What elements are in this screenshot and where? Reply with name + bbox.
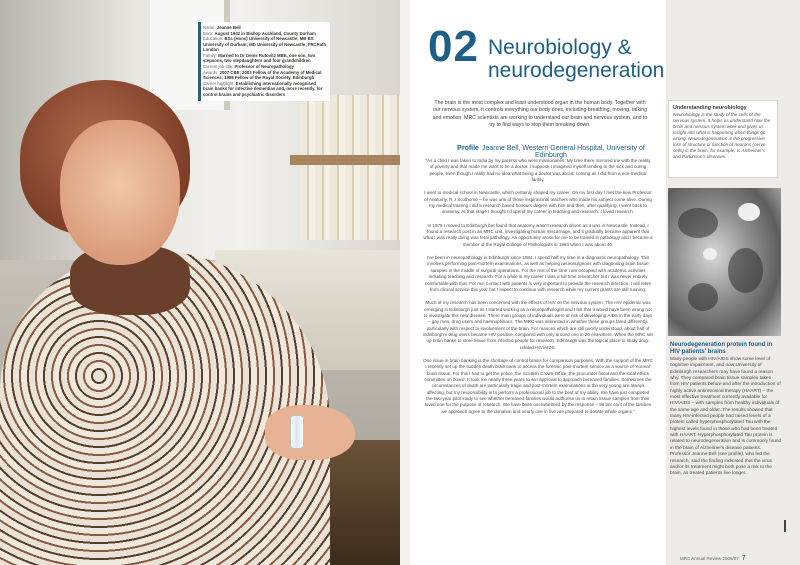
- sidebar-hiv-heading: Neurodegeneration protein found in HIV patients' brains: [670, 342, 773, 356]
- lead-paragraph: The brain is the most complex and least understood organ in the human body. Together with our nervous system, it controls everything our body does, including breathing, moving, talking and emotion. MRC scientists are working to understand our brain and nervous system, and to try to find ways to stop them breaking down.: [432, 100, 648, 128]
- body-paragraph: I went to medical school in Newcastle, which certainly shaped my career. On my first day I met the new Professor of Anatomy, R J Scothorne – he was one of those inspirational teachers who made his subject come alive. During my medical training I did a research based honours degree with him and then, after qualifying, I went back to anatomy. At that stage I thought I'd spend my career in teaching and research. I loved research.: [424, 190, 652, 215]
- article-body: [423, 158, 653, 422]
- micrograph-cell: [678, 208, 718, 238]
- page-number: 7: [741, 555, 746, 562]
- profile-field-job: Current job title: Professor of Neuropathology: [203, 64, 294, 70]
- micrograph-lumen: [703, 248, 717, 260]
- profile-field-family: Family: Married to Dr Denis Rutovitz MBE, one son, two stepsons, two stepdaughters and four grandchildren: [203, 52, 316, 64]
- chapter-number: 02: [428, 22, 479, 71]
- footer-publication: MRC Annual Review 2006/07: [680, 556, 739, 561]
- photo-shelf: [290, 155, 400, 165]
- chapter-title: Neurobiology & neurodegeneration: [488, 36, 665, 82]
- micrograph-image: [668, 188, 781, 336]
- page-footer: [680, 555, 746, 562]
- body-paragraph: In 1975 I moved to Edinburgh but found that anatomy wasn't research driven as it was in Newcastle. Instead, I found a research post in an MRC unit, investigating human miscarriage, and it gradually became apparent that what I was really doing was fetal pathology. An opportunity arose for me to be trained in pathology and I became a member of the Royal College of Pathologists in 1983 when I was about 40.: [423, 222, 653, 247]
- profile-heading-label: Profile: [457, 145, 479, 152]
- photo-bookshelf-top: [300, 95, 400, 155]
- sidebar-hiv-text: Many people with HIV/AIDS show some level of cognitive impairment, and now University of Edinburgh researchers may have found a reason why. They compared brain tissue samples taken from HIV patients before and after the introduction of highly active antiretroviral therapy (HAART) – the most effective treatment currently available for HIV/AIDS – with samples from healthy individuals of the same age and older. The results showed that many HIV-infected people had raised levels of a protein called hyperphosphorylated Tau with the highest levels found in those who had been treated with HAART. Hyperphosphorylated Tau protein is related to neurodegeneration and is commonly found in the brain of Alzheimer's disease patients. Professor Jeanne Bell (see profile), who led the research, said the finding indicated that the virus and/or its treatment might both pose a risk to the brain, as treated patients live longer.: [670, 357, 782, 477]
- profile-field-name: Name: Jeanne Bell: [203, 25, 241, 30]
- micrograph-cell: [728, 248, 763, 293]
- profile-field-education: Education: BSc (Hons) University of Newcastle; MB BS University of Durham; MD University of Newcastle; FRCPath London: [203, 36, 326, 53]
- body-paragraph: One issue in brain banking is the shortage of control brains for comparison purposes. With the support of the MRC I recently set up the sudden death brain bank to access the forensic post-mortem service as a source of 'normal' brain tissue. For this I had to get the police, the Scottish Crown Office, the procurator fiscal and the local ethics committee on board. It took me nearly three years to win approval to approach bereaved families. Sometimes the circumstances of death are particularly tragic and post-mortem examinations in the very young are always affecting, but my responsibility is to perform a professional job to the best of my ability. We have just completed the two-year pilot study to see whether bereaved families would authorise us to retain tissue samples from their loved one for the purpose of research. We have been overwhelmed by the response – 96 per cent of the families we approach agree to the donation and nearly one in five are prepared to donate whole organs.": [423, 357, 653, 414]
- profile-box-accent-bar: [198, 22, 201, 101]
- body-paragraph: "As a child I was taken to India by my parents who were missionaries. My time there mirrored me with the reality of poverty and that made me want to be a doctor. I suppose I imagined myself tending to the sick and curing people, even though I really had no idea what being a doctor was about, coming as I did from a non-medical family.: [425, 158, 651, 183]
- photo-vial: [290, 415, 304, 449]
- profile-facts-box: [198, 22, 330, 101]
- sidebar-understanding-heading: Understanding neurobiology: [673, 105, 747, 111]
- page-edge-mark: [784, 520, 786, 532]
- profile-heading-text: Jeanne Bell, Western General Hospital, University of Edinburgh: [481, 145, 645, 159]
- body-paragraph: Much of my research has been concerned with the effects of HIV on the nervous system. The HIV epidemic was emerging in Edinburgh just as I started working as a neuropathologist and I felt that it would have been wrong not to investigate this new disease. There main groups of individuals were at risk of developing AIDS in the early days – gay men, drug users and haemophiliacs. The MRC was interested in whether these groups fared differently, particularly with respect to involvement of the brain. For reasons which are still poorly understood, about half of Edinburgh's drug users became HIV positive, compared with only around one in 20 elsewhere. When the MRC set up brain banks to store tissue from infected people for research, Edinburgh was the logical place to study drug-related HIV/AIDS.: [423, 300, 653, 350]
- profile-heading: [446, 145, 656, 159]
- page-gutter: [400, 0, 410, 565]
- profile-field-born: Born: August 1942 in Bishop Auckland, County Durham: [203, 30, 316, 36]
- sidebar-understanding-box: [668, 100, 778, 178]
- micrograph-cell: [688, 283, 718, 311]
- profile-field-awards: Awards: 2007 CBE; 2003 Fellow of the Academy of Medical Sciences; 1988 Fellow of the Royal Society, Edinburgh: [203, 69, 322, 81]
- profile-field-highlight: Career highlight: Establishing internationally recognised brain banks for infective dementias and, more recently, for control brains and psychiatric disorders: [203, 80, 323, 97]
- sidebar-understanding-text: Neurobiology is the study of the cells of the nervous system. It helps us understand how the brain and nervous system work and gives us insight into what is happening when things go wrong. Neurodegeneration is the progressive loss of structure or function of neurons (nerve cells) in the brain, for example, in Alzheimer's and Parkinson's diseases.: [673, 112, 771, 159]
- micrograph-lumen: [738, 203, 760, 221]
- photo-person-hand: [265, 405, 355, 460]
- photo-person-face: [60, 120, 180, 265]
- body-paragraph: I've been in neuropathology in Edinburgh since 1984. I spend half my time in a diagnostic neuropathology. This involves performing post-mortem examinations, as well as helping neurosurgeons with diagnosing brain tissue samples in the middle of surgical operations. For the rest of the time I am occupied with academic activities including teaching and research. For a while in my career I was a full time researcher but I was never entirely comfortable with that. For me, contact with patients is very important to provide the research direction. I will retire from clinical service this year but I expect to continue with research while my current grants are still running.: [424, 255, 652, 292]
- photo-bookshelf-bottom: [300, 165, 400, 240]
